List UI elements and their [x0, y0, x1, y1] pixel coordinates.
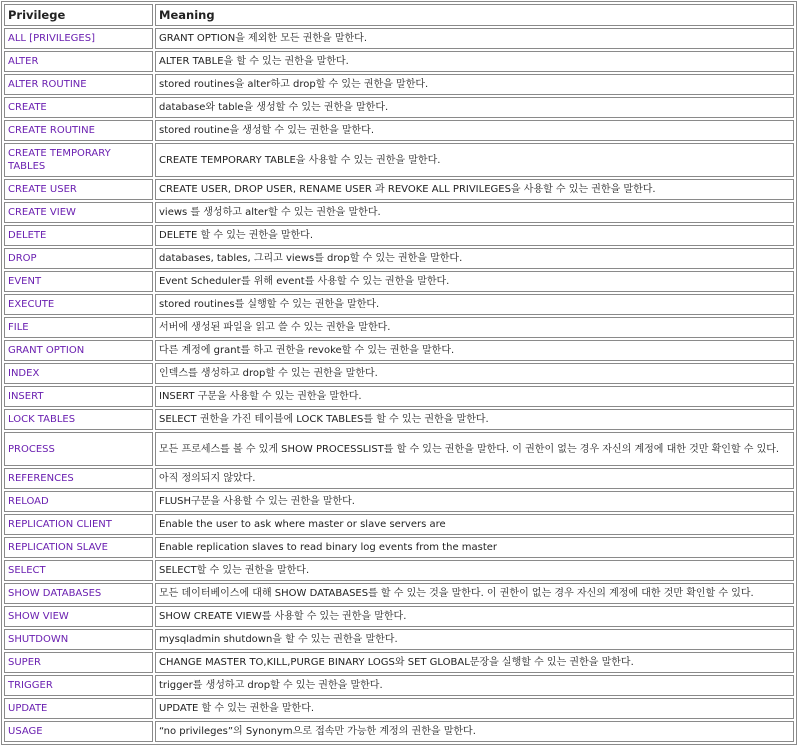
- table-row: [4, 629, 794, 650]
- table-row: [4, 202, 794, 223]
- privilege-cell[interactable]: LOCK TABLES: [4, 409, 153, 430]
- privilege-cell[interactable]: CREATE VIEW: [4, 202, 153, 223]
- privilege-cell[interactable]: RELOAD: [4, 491, 153, 512]
- table-row: [4, 97, 794, 118]
- table-row: [4, 560, 794, 581]
- meaning-cell: 서버에 생성된 파일을 읽고 쓸 수 있는 권한을 말한다.: [155, 317, 794, 338]
- meaning-cell: CREATE USER, DROP USER, RENAME USER 과 REVOKE ALL PRIVILEGES을 사용할 수 있는 권한을 말한다.: [155, 179, 794, 200]
- table-row: [4, 432, 794, 466]
- table-header-row: [4, 4, 794, 26]
- privilege-cell[interactable]: SELECT: [4, 560, 153, 581]
- meaning-cell: CREATE TEMPORARY TABLE을 사용할 수 있는 권한을 말한다.: [155, 143, 794, 177]
- table-row: [4, 271, 794, 292]
- table-row: [4, 583, 794, 604]
- meaning-cell: SELECT할 수 있는 권한을 말한다.: [155, 560, 794, 581]
- privilege-cell[interactable]: SUPER: [4, 652, 153, 673]
- meaning-cell: SHOW CREATE VIEW를 사용할 수 있는 권한을 말한다.: [155, 606, 794, 627]
- privilege-cell[interactable]: SHOW DATABASES: [4, 583, 153, 604]
- privilege-cell[interactable]: DROP: [4, 248, 153, 269]
- meaning-cell: 다른 계정에 grant를 하고 권한을 revoke할 수 있는 권한을 말한다.: [155, 340, 794, 361]
- privilege-cell[interactable]: EXECUTE: [4, 294, 153, 315]
- table-row: [4, 74, 794, 95]
- meaning-cell: CHANGE MASTER TO,KILL,PURGE BINARY LOGS와 SET GLOBAL문장을 실행할 수 있는 권한을 말한다.: [155, 652, 794, 673]
- table-body: [4, 28, 794, 742]
- table-row: [4, 294, 794, 315]
- table-row: [4, 120, 794, 141]
- table-row: [4, 317, 794, 338]
- meaning-cell: FLUSH구문을 사용할 수 있는 권한을 말한다.: [155, 491, 794, 512]
- table-row: [4, 468, 794, 489]
- meaning-cell: database와 table을 생성할 수 있는 권한을 말한다.: [155, 97, 794, 118]
- table-row: [4, 537, 794, 558]
- privilege-cell[interactable]: INSERT: [4, 386, 153, 407]
- meaning-cell: stored routines를 실행할 수 있는 권한을 말한다.: [155, 294, 794, 315]
- privilege-cell[interactable]: PROCESS: [4, 432, 153, 466]
- meaning-cell: GRANT OPTION을 제외한 모든 권한을 말한다.: [155, 28, 794, 49]
- meaning-cell: databases, tables, 그리고 views를 drop할 수 있는 권한을 말한다.: [155, 248, 794, 269]
- privilege-cell[interactable]: FILE: [4, 317, 153, 338]
- privilege-cell[interactable]: REFERENCES: [4, 468, 153, 489]
- table-row: [4, 721, 794, 742]
- privilege-cell[interactable]: CREATE USER: [4, 179, 153, 200]
- privilege-cell[interactable]: CREATE TEMPORARY TABLES: [4, 143, 153, 177]
- table-row: [4, 363, 794, 384]
- table-row: [4, 28, 794, 49]
- table-row: [4, 409, 794, 430]
- table-row: [4, 514, 794, 535]
- privilege-cell[interactable]: TRIGGER: [4, 675, 153, 696]
- privilege-cell[interactable]: EVENT: [4, 271, 153, 292]
- meaning-cell: trigger를 생성하고 drop할 수 있는 권한을 말한다.: [155, 675, 794, 696]
- table-row: [4, 652, 794, 673]
- meaning-cell: 아직 정의되지 않았다.: [155, 468, 794, 489]
- meaning-cell: Event Scheduler를 위해 event를 사용할 수 있는 권한을 말한다.: [155, 271, 794, 292]
- table-row: [4, 386, 794, 407]
- meaning-cell: mysqladmin shutdown을 할 수 있는 권한을 말한다.: [155, 629, 794, 650]
- privilege-cell[interactable]: ALTER: [4, 51, 153, 72]
- table-row: [4, 491, 794, 512]
- privilege-cell[interactable]: USAGE: [4, 721, 153, 742]
- meaning-cell: INSERT 구문을 사용할 수 있는 권한을 말한다.: [155, 386, 794, 407]
- privilege-cell[interactable]: SHOW VIEW: [4, 606, 153, 627]
- meaning-cell: Enable replication slaves to read binary log events from the master: [155, 537, 794, 558]
- privilege-cell[interactable]: CREATE: [4, 97, 153, 118]
- meaning-cell: views 를 생성하고 alter할 수 있는 권한을 말한다.: [155, 202, 794, 223]
- meaning-cell: 모든 데이터베이스에 대해 SHOW DATABASES를 할 수 있는 것을 말한다. 이 권한이 없는 경우 자신의 계정에 대한 것만 확인할 수 있다.: [155, 583, 794, 604]
- privilege-cell[interactable]: SHUTDOWN: [4, 629, 153, 650]
- table-row: [4, 606, 794, 627]
- table-row: [4, 179, 794, 200]
- privilege-cell[interactable]: REPLICATION SLAVE: [4, 537, 153, 558]
- meaning-cell: 인덱스를 생성하고 drop할 수 있는 권한을 말한다.: [155, 363, 794, 384]
- privilege-cell[interactable]: DELETE: [4, 225, 153, 246]
- meaning-cell: stored routine을 생성할 수 있는 권한을 말한다.: [155, 120, 794, 141]
- table-row: [4, 675, 794, 696]
- header-privilege: Privilege: [4, 4, 153, 26]
- privilege-cell[interactable]: ALL [PRIVILEGES]: [4, 28, 153, 49]
- header-meaning: Meaning: [155, 4, 794, 26]
- table-row: [4, 340, 794, 361]
- meaning-cell: UPDATE 할 수 있는 권한을 말한다.: [155, 698, 794, 719]
- table-row: [4, 698, 794, 719]
- meaning-cell: “no privileges”의 Synonym으로 접속만 가능한 계정의 권한을 말한다.: [155, 721, 794, 742]
- table-row: [4, 143, 794, 177]
- privilege-cell[interactable]: CREATE ROUTINE: [4, 120, 153, 141]
- table-row: [4, 51, 794, 72]
- meaning-cell: DELETE 할 수 있는 권한을 말한다.: [155, 225, 794, 246]
- meaning-cell: ALTER TABLE을 할 수 있는 권한을 말한다.: [155, 51, 794, 72]
- privilege-cell[interactable]: REPLICATION CLIENT: [4, 514, 153, 535]
- meaning-cell: SELECT 권한을 가진 테이블에 LOCK TABLES를 할 수 있는 권한을 말한다.: [155, 409, 794, 430]
- privileges-table: [1, 1, 797, 745]
- privilege-cell[interactable]: INDEX: [4, 363, 153, 384]
- meaning-cell: stored routines을 alter하고 drop할 수 있는 권한을 말한다.: [155, 74, 794, 95]
- privilege-cell[interactable]: UPDATE: [4, 698, 153, 719]
- table-row: [4, 225, 794, 246]
- privilege-cell[interactable]: ALTER ROUTINE: [4, 74, 153, 95]
- table-row: [4, 248, 794, 269]
- privilege-cell[interactable]: GRANT OPTION: [4, 340, 153, 361]
- meaning-cell: 모든 프로세스를 볼 수 있게 SHOW PROCESSLIST를 할 수 있는 권한을 말한다. 이 권한이 없는 경우 자신의 계정에 대한 것만 확인할 수 있다.: [155, 432, 794, 466]
- meaning-cell: Enable the user to ask where master or slave servers are: [155, 514, 794, 535]
